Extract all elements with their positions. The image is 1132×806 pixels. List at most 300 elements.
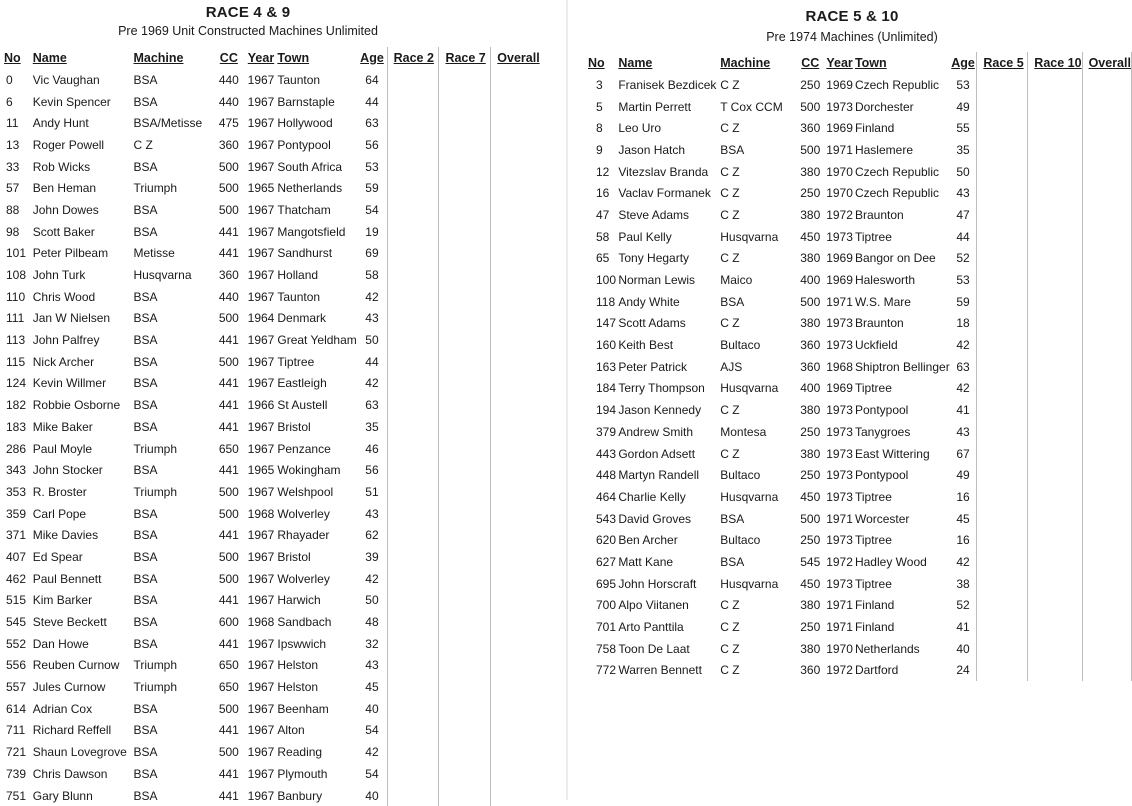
race-5-10-age: 49 xyxy=(956,468,970,483)
race-4-9-result-cell-race-2[interactable] xyxy=(387,264,439,286)
race-5-10-engine-cc: 500 xyxy=(800,142,821,157)
race-4-9-machine: BSA xyxy=(133,333,158,348)
race-4-9-result-cell-overall[interactable] xyxy=(491,69,562,91)
race-5-10-result-cell-race-10[interactable] xyxy=(1028,638,1082,660)
race-4-9-result-cell-race-2[interactable] xyxy=(387,221,439,243)
race-5-10-result-cell-race-10[interactable] xyxy=(1028,291,1082,313)
race-5-10-result-cell-race-10[interactable] xyxy=(1028,96,1082,118)
race-4-9-result-cell-race-2[interactable] xyxy=(387,351,439,373)
race-4-9-result-cell-overall[interactable] xyxy=(491,329,562,351)
race-5-10-year: 1968 xyxy=(826,359,853,374)
race-4-9-year: 1967 xyxy=(247,441,275,456)
race-4-9-result-cell-race-7[interactable] xyxy=(439,459,491,481)
race-4-9-rider-name: Shaun Lovegrove xyxy=(32,745,127,760)
race-4-9-entry-row xyxy=(4,112,562,134)
race-4-9-result-cell-overall[interactable] xyxy=(491,91,562,113)
race-5-10-town: Dorchester xyxy=(854,99,914,114)
race-5-10-result-cell-race-10[interactable] xyxy=(1028,182,1082,204)
race-5-10-result-cell-overall[interactable] xyxy=(1082,313,1131,335)
race-5-10-result-cell-overall[interactable] xyxy=(1082,486,1131,508)
race-4-9-result-cell-race-2[interactable] xyxy=(387,286,439,308)
race-4-9-engine-cc: 500 xyxy=(218,484,239,499)
race-4-9-result-cell-overall[interactable] xyxy=(491,373,562,395)
race-4-9-result-cell-race-7[interactable] xyxy=(439,698,491,720)
race-5-10-result-cell-race-5[interactable] xyxy=(977,161,1028,183)
race-4-9-age: 50 xyxy=(365,333,379,348)
race-4-9-result-cell-race-7[interactable] xyxy=(439,221,491,243)
race-5-10-result-cell-overall[interactable] xyxy=(1082,161,1131,183)
race-4-9-result-cell-overall[interactable] xyxy=(491,438,562,460)
race-5-10-result-cell-race-10[interactable] xyxy=(1028,269,1082,291)
race-4-9-result-cell-race-2[interactable] xyxy=(387,720,439,742)
race-4-9-result-cell-race-2[interactable] xyxy=(387,698,439,720)
race-5-10-result-cell-race-10[interactable] xyxy=(1028,139,1082,161)
race-5-10-rider-name: Paul Kelly xyxy=(618,229,672,244)
race-4-9-result-cell-overall[interactable] xyxy=(491,785,562,806)
race-4-9-result-cell-overall[interactable] xyxy=(491,524,562,546)
race-4-9-year: 1965 xyxy=(247,463,275,478)
race-4-9-year: 1967 xyxy=(247,636,275,651)
race-4-9-machine: Triumph xyxy=(133,441,178,456)
race-4-9-town: Holland xyxy=(277,268,319,283)
race-5-10-result-cell-race-5[interactable] xyxy=(977,529,1028,551)
race-5-10-machine: BSA xyxy=(720,554,745,569)
race-4-9-result-cell-overall[interactable] xyxy=(491,741,562,763)
race-4-9-result-cell-race-7[interactable] xyxy=(439,655,491,677)
race-4-9-result-cell-race-7[interactable] xyxy=(439,741,491,763)
race-4-9-entry-row xyxy=(4,459,562,481)
race-5-10-year: 1973 xyxy=(826,338,853,353)
race-4-9-result-cell-race-7[interactable] xyxy=(439,264,491,286)
race-4-9-result-cell-race-2[interactable] xyxy=(387,91,439,113)
race-4-9-entry-row xyxy=(4,308,562,330)
race-4-9-result-cell-race-2[interactable] xyxy=(387,199,439,221)
race-4-9-town: Beenham xyxy=(277,701,329,716)
race-4-9-rider-name: Mike Davies xyxy=(32,528,99,543)
race-5-10-result-cell-overall[interactable] xyxy=(1082,464,1131,486)
race-5-10-age: 41 xyxy=(956,403,970,418)
race-4-9-result-cell-overall[interactable] xyxy=(491,156,562,178)
race-4-9-rider-name: Scott Baker xyxy=(32,224,95,239)
race-4-9-result-cell-race-2[interactable] xyxy=(387,134,439,156)
race-4-9-result-cell-race-7[interactable] xyxy=(439,243,491,265)
race-4-9-machine: BSA xyxy=(133,463,158,478)
race-4-9-result-cell-race-7[interactable] xyxy=(439,91,491,113)
race-4-9-entry-row xyxy=(4,785,562,806)
race-5-10-town: Czech Republic xyxy=(854,186,940,201)
race-4-9-result-cell-overall[interactable] xyxy=(491,611,562,633)
race-4-9-result-cell-race-2[interactable] xyxy=(387,633,439,655)
race-4-9-rider-name: Steve Beckett xyxy=(32,615,107,630)
race-5-10-machine: C Z xyxy=(720,251,740,266)
race-5-10-result-cell-overall[interactable] xyxy=(1082,529,1131,551)
race-4-9-result-cell-race-7[interactable] xyxy=(439,676,491,698)
race-4-9-age: 54 xyxy=(365,202,379,217)
race-5-10-town: Tiptree xyxy=(854,576,892,591)
race-5-10-result-cell-race-5[interactable] xyxy=(977,226,1028,248)
race-4-9-result-cell-race-2[interactable] xyxy=(387,763,439,785)
race-5-10-result-cell-overall[interactable] xyxy=(1082,660,1131,682)
race-5-10-age: 47 xyxy=(956,207,970,222)
race-4-9-result-cell-race-2[interactable] xyxy=(387,655,439,677)
race-5-10-entry-row xyxy=(588,313,1132,335)
race-5-10-age: 24 xyxy=(956,663,970,678)
race-4-9-entry-row xyxy=(4,394,562,416)
race-5-10-machine: C Z xyxy=(720,446,740,461)
race-4-9-result-cell-race-2[interactable] xyxy=(387,481,439,503)
race-5-10-year: 1969 xyxy=(826,273,853,288)
race-4-9-result-cell-overall[interactable] xyxy=(491,221,562,243)
race-4-9-entry-row xyxy=(4,633,562,655)
race-4-9-machine: Triumph xyxy=(133,484,178,499)
race-5-10-town: Tiptree xyxy=(854,533,892,548)
race-5-10-result-cell-overall[interactable] xyxy=(1082,248,1131,270)
race-5-10-result-cell-overall[interactable] xyxy=(1082,378,1131,400)
race-5-10-result-cell-race-5[interactable] xyxy=(977,334,1028,356)
race-5-10-rider-name: Ben Archer xyxy=(618,533,678,548)
race-4-9-rider-number: 552 xyxy=(6,636,27,651)
race-4-9-result-cell-race-7[interactable] xyxy=(439,720,491,742)
race-5-10-result-cell-race-5[interactable] xyxy=(977,486,1028,508)
race-5-10-result-cell-race-10[interactable] xyxy=(1028,421,1082,443)
race-4-9-machine: BSA xyxy=(133,376,158,391)
race-4-9-engine-cc: 500 xyxy=(218,571,239,586)
race-4-9-year: 1967 xyxy=(247,528,275,543)
race-5-10-entry-row xyxy=(588,96,1132,118)
race-5-10-result-cell-race-5[interactable] xyxy=(977,378,1028,400)
race-5-10-engine-cc: 450 xyxy=(800,576,821,591)
race-4-9-entry-row xyxy=(4,590,562,612)
race-4-9-result-cell-race-2[interactable] xyxy=(387,611,439,633)
race-4-9-machine: BSA xyxy=(133,224,158,239)
race-5-10-header-cc: CC xyxy=(801,56,820,70)
race-4-9-result-cell-race-2[interactable] xyxy=(387,590,439,612)
race-5-10-machine: Husqvarna xyxy=(720,381,779,396)
race-5-10-result-cell-race-5[interactable] xyxy=(977,551,1028,573)
race-5-10-result-cell-race-5[interactable] xyxy=(977,595,1028,617)
race-5-10-year: 1972 xyxy=(826,554,853,569)
race-5-10-machine: C Z xyxy=(720,207,740,222)
race-5-10-result-cell-race-10[interactable] xyxy=(1028,313,1082,335)
race-4-9-entry-row xyxy=(4,351,562,373)
race-4-9-result-cell-race-7[interactable] xyxy=(439,177,491,199)
race-4-9-age: 56 xyxy=(365,137,379,152)
race-5-10-result-cell-race-5[interactable] xyxy=(977,248,1028,270)
race-5-10-result-cell-race-5[interactable] xyxy=(977,313,1028,335)
race-4-9-result-cell-race-7[interactable] xyxy=(439,156,491,178)
race-5-10-result-cell-overall[interactable] xyxy=(1082,356,1131,378)
race-5-10-engine-cc: 450 xyxy=(800,489,821,504)
race-4-9-town: Denmark xyxy=(277,311,327,326)
race-5-10-rider-name: John Horscraft xyxy=(618,576,697,591)
race-5-10-header-overall: Overall xyxy=(1082,52,1131,74)
race-4-9-result-cell-race-7[interactable] xyxy=(439,503,491,525)
race-4-9-result-cell-race-7[interactable] xyxy=(439,785,491,806)
race-4-9-rider-name: Jan W Nielsen xyxy=(32,311,111,326)
race-4-9-result-cell-race-2[interactable] xyxy=(387,373,439,395)
race-4-9-machine: BSA xyxy=(133,788,158,803)
race-4-9-result-cell-race-7[interactable] xyxy=(439,568,491,590)
race-5-10-result-cell-race-5[interactable] xyxy=(977,638,1028,660)
race-5-10-result-cell-race-10[interactable] xyxy=(1028,443,1082,465)
race-4-9-result-cell-race-2[interactable] xyxy=(387,112,439,134)
race-5-10-age: 38 xyxy=(956,576,970,591)
race-5-10-result-cell-overall[interactable] xyxy=(1082,226,1131,248)
race-5-10-result-cell-race-10[interactable] xyxy=(1028,334,1082,356)
race-4-9-result-cell-overall[interactable] xyxy=(491,763,562,785)
race-4-9-rider-number: 721 xyxy=(6,745,27,760)
race-5-10-machine: T Cox CCM xyxy=(720,99,783,114)
race-4-9-age: 62 xyxy=(365,528,379,543)
race-5-10-result-cell-race-10[interactable] xyxy=(1028,660,1082,682)
race-4-9-result-cell-overall[interactable] xyxy=(491,503,562,525)
race-5-10-result-cell-race-10[interactable] xyxy=(1028,204,1082,226)
race-5-10-result-cell-race-10[interactable] xyxy=(1028,464,1082,486)
race-5-10-result-cell-race-5[interactable] xyxy=(977,117,1028,139)
race-5-10-result-cell-race-10[interactable] xyxy=(1028,378,1082,400)
race-5-10-result-cell-overall[interactable] xyxy=(1082,291,1131,313)
race-5-10-age: 49 xyxy=(956,99,970,114)
race-4-9-year: 1967 xyxy=(247,701,275,716)
race-5-10-result-cell-overall[interactable] xyxy=(1082,508,1131,530)
race-4-9-year: 1967 xyxy=(247,419,275,434)
race-5-10-result-cell-race-10[interactable] xyxy=(1028,551,1082,573)
race-4-9-rider-number: 183 xyxy=(6,419,27,434)
race-4-9-result-cell-race-7[interactable] xyxy=(439,481,491,503)
race-5-10-engine-cc: 500 xyxy=(800,511,821,526)
race-5-10-engine-cc: 360 xyxy=(800,663,821,678)
race-5-10-result-cell-race-5[interactable] xyxy=(977,182,1028,204)
race-4-9-result-cell-overall[interactable] xyxy=(491,655,562,677)
race-4-9-result-cell-overall[interactable] xyxy=(491,199,562,221)
race-4-9-age: 51 xyxy=(365,484,379,499)
race-5-10-result-cell-overall[interactable] xyxy=(1082,638,1131,660)
race-5-10-result-cell-race-5[interactable] xyxy=(977,508,1028,530)
race-5-10-result-cell-overall[interactable] xyxy=(1082,573,1131,595)
race-4-9-result-cell-race-2[interactable] xyxy=(387,676,439,698)
race-4-9-result-cell-race-7[interactable] xyxy=(439,633,491,655)
race-5-10-result-cell-race-5[interactable] xyxy=(977,616,1028,638)
race-4-9-result-cell-overall[interactable] xyxy=(491,351,562,373)
race-5-10-result-cell-race-5[interactable] xyxy=(977,399,1028,421)
race-4-9-rider-number: 115 xyxy=(6,354,26,369)
race-5-10-result-cell-overall[interactable] xyxy=(1082,269,1131,291)
race-4-9-result-cell-race-7[interactable] xyxy=(439,438,491,460)
race-4-9-result-cell-race-7[interactable] xyxy=(439,351,491,373)
race-5-10-result-cell-overall[interactable] xyxy=(1082,334,1131,356)
race-4-9-machine: Triumph xyxy=(133,680,178,695)
race-5-10-entry-row xyxy=(588,421,1132,443)
race-4-9-result-cell-race-2[interactable] xyxy=(387,243,439,265)
race-5-10-result-cell-race-5[interactable] xyxy=(977,443,1028,465)
race-4-9-town: Pontypool xyxy=(277,137,331,152)
race-4-9-engine-cc: 441 xyxy=(218,766,239,781)
race-4-9-year: 1967 xyxy=(247,680,275,695)
race-4-9-result-cell-overall[interactable] xyxy=(491,416,562,438)
race-5-10-result-cell-race-10[interactable] xyxy=(1028,595,1082,617)
race-5-10-result-cell-race-5[interactable] xyxy=(977,660,1028,682)
race-4-9-result-cell-race-7[interactable] xyxy=(439,763,491,785)
race-5-10-result-cell-race-10[interactable] xyxy=(1028,616,1082,638)
race-4-9-result-cell-race-7[interactable] xyxy=(439,329,491,351)
race-4-9-result-cell-race-2[interactable] xyxy=(387,177,439,199)
race-5-10-result-cell-overall[interactable] xyxy=(1082,399,1131,421)
race-5-10-result-cell-overall[interactable] xyxy=(1082,117,1131,139)
race-4-9-engine-cc: 475 xyxy=(218,116,239,131)
race-4-9-age: 59 xyxy=(365,181,379,196)
race-5-10-result-cell-race-5[interactable] xyxy=(977,291,1028,313)
race-4-9-result-cell-overall[interactable] xyxy=(491,243,562,265)
race-5-10-year: 1970 xyxy=(826,164,853,179)
race-4-9-age: 54 xyxy=(365,723,379,738)
race-5-10-header-no: No xyxy=(588,56,605,70)
race-5-10-result-cell-race-5[interactable] xyxy=(977,356,1028,378)
race-5-10-entry-row xyxy=(588,573,1132,595)
race-5-10-header-machine: Machine xyxy=(720,56,771,70)
race-4-9-age: 44 xyxy=(365,94,379,109)
race-5-10-result-cell-race-10[interactable] xyxy=(1028,356,1082,378)
race-4-9-entry-row xyxy=(4,69,562,91)
race-5-10-result-cell-overall[interactable] xyxy=(1082,421,1131,443)
race-5-10-result-cell-overall[interactable] xyxy=(1082,204,1131,226)
race-4-9-result-cell-overall[interactable] xyxy=(491,633,562,655)
race-4-9-result-cell-race-7[interactable] xyxy=(439,611,491,633)
race-4-9-result-cell-race-2[interactable] xyxy=(387,438,439,460)
race-5-10-result-cell-overall[interactable] xyxy=(1082,182,1131,204)
race-5-10-machine: C Z xyxy=(720,164,740,179)
race-4-9-result-cell-race-7[interactable] xyxy=(439,416,491,438)
race-5-10-age: 55 xyxy=(956,121,970,136)
race-5-10-result-cell-race-5[interactable] xyxy=(977,573,1028,595)
race-4-9-result-cell-race-2[interactable] xyxy=(387,503,439,525)
race-5-10-entry-row xyxy=(588,529,1132,551)
race-4-9-engine-cc: 650 xyxy=(218,658,239,673)
race-5-10-result-cell-race-5[interactable] xyxy=(977,204,1028,226)
race-4-9-result-cell-race-7[interactable] xyxy=(439,199,491,221)
race-4-9-result-cell-overall[interactable] xyxy=(491,698,562,720)
race-4-9-result-cell-overall[interactable] xyxy=(491,546,562,568)
race-4-9-result-cell-race-2[interactable] xyxy=(387,568,439,590)
race-5-10-result-cell-race-5[interactable] xyxy=(977,464,1028,486)
race-5-10-result-cell-race-10[interactable] xyxy=(1028,486,1082,508)
race-4-9-result-cell-race-7[interactable] xyxy=(439,286,491,308)
race-5-10-result-cell-race-5[interactable] xyxy=(977,139,1028,161)
race-4-9-result-cell-overall[interactable] xyxy=(491,286,562,308)
race-5-10-machine: Husqvarna xyxy=(720,489,779,504)
race-5-10-result-cell-race-10[interactable] xyxy=(1028,74,1082,96)
race-4-9-result-cell-race-2[interactable] xyxy=(387,156,439,178)
race-5-10-result-cell-race-5[interactable] xyxy=(977,269,1028,291)
race-4-9-result-cell-overall[interactable] xyxy=(491,134,562,156)
race-4-9-rider-name: Rob Wicks xyxy=(32,159,91,174)
race-4-9-entry-row xyxy=(4,546,562,568)
race-4-9-result-cell-overall[interactable] xyxy=(491,394,562,416)
race-4-9-result-cell-race-2[interactable] xyxy=(387,546,439,568)
race-4-9-town: Mangotsfield xyxy=(277,224,346,239)
race-4-9-result-cell-overall[interactable] xyxy=(491,264,562,286)
race-4-9-result-cell-race-2[interactable] xyxy=(387,416,439,438)
race-4-9-rider-number: 57 xyxy=(6,181,20,196)
race-5-10-result-cell-race-5[interactable] xyxy=(977,96,1028,118)
race-4-9-result-cell-overall[interactable] xyxy=(491,568,562,590)
race-4-9-result-cell-race-7[interactable] xyxy=(439,69,491,91)
race-4-9-town: Sandhurst xyxy=(277,246,333,261)
race-4-9-engine-cc: 441 xyxy=(218,636,239,651)
race-4-9-result-cell-race-2[interactable] xyxy=(387,524,439,546)
race-4-9-result-cell-race-7[interactable] xyxy=(439,590,491,612)
race-4-9-subtitle: Pre 1969 Unit Constructed Machines Unlimited xyxy=(118,24,378,38)
race-5-10-result-cell-overall[interactable] xyxy=(1082,616,1131,638)
race-4-9-result-cell-race-2[interactable] xyxy=(387,785,439,806)
race-5-10-result-cell-overall[interactable] xyxy=(1082,96,1131,118)
race-5-10-result-cell-race-10[interactable] xyxy=(1028,161,1082,183)
race-4-9-machine: BSA/Metisse xyxy=(133,116,203,131)
race-4-9-result-cell-overall[interactable] xyxy=(491,112,562,134)
race-5-10-engine-cc: 545 xyxy=(800,554,821,569)
race-4-9-rider-name: Reuben Curnow xyxy=(32,658,120,673)
race-4-9-result-cell-overall[interactable] xyxy=(491,308,562,330)
race-4-9-result-cell-race-7[interactable] xyxy=(439,308,491,330)
race-4-9-result-cell-race-7[interactable] xyxy=(439,373,491,395)
race-5-10-result-cell-overall[interactable] xyxy=(1082,551,1131,573)
race-5-10-result-cell-overall[interactable] xyxy=(1082,139,1131,161)
race-4-9-result-cell-race-7[interactable] xyxy=(439,524,491,546)
race-4-9-result-cell-race-7[interactable] xyxy=(439,394,491,416)
race-5-10-result-cell-overall[interactable] xyxy=(1082,595,1131,617)
race-5-10-town: Bangor on Dee xyxy=(854,251,936,266)
race-4-9-result-cell-race-2[interactable] xyxy=(387,459,439,481)
race-5-10-year: 1971 xyxy=(826,294,853,309)
race-5-10-result-cell-race-5[interactable] xyxy=(977,421,1028,443)
race-4-9-result-cell-race-2[interactable] xyxy=(387,394,439,416)
race-4-9-result-cell-overall[interactable] xyxy=(491,177,562,199)
race-5-10-result-cell-race-5[interactable] xyxy=(977,74,1028,96)
race-4-9-result-cell-overall[interactable] xyxy=(491,720,562,742)
race-4-9-result-cell-race-2[interactable] xyxy=(387,308,439,330)
race-4-9-rider-name: Kevin Willmer xyxy=(32,376,107,391)
race-4-9-result-cell-race-7[interactable] xyxy=(439,112,491,134)
race-5-10-result-cell-race-10[interactable] xyxy=(1028,399,1082,421)
race-4-9-result-cell-overall[interactable] xyxy=(491,459,562,481)
race-4-9-rider-number: 353 xyxy=(6,484,27,499)
race-4-9-result-cell-overall[interactable] xyxy=(491,481,562,503)
race-4-9-result-cell-race-2[interactable] xyxy=(387,329,439,351)
race-4-9-rider-name: John Stocker xyxy=(32,463,103,478)
race-5-10-result-cell-race-10[interactable] xyxy=(1028,508,1082,530)
race-5-10-result-cell-race-10[interactable] xyxy=(1028,529,1082,551)
race-4-9-result-cell-overall[interactable] xyxy=(491,676,562,698)
race-5-10-result-cell-race-10[interactable] xyxy=(1028,117,1082,139)
race-5-10-result-cell-overall[interactable] xyxy=(1082,74,1131,96)
race-4-9-engine-cc: 440 xyxy=(218,289,239,304)
race-4-9-rider-number: 711 xyxy=(6,723,26,738)
race-4-9-result-cell-race-7[interactable] xyxy=(439,546,491,568)
race-4-9-result-cell-race-7[interactable] xyxy=(439,134,491,156)
race-5-10-engine-cc: 500 xyxy=(800,99,821,114)
race-5-10-result-cell-race-10[interactable] xyxy=(1028,226,1082,248)
race-5-10-result-cell-race-10[interactable] xyxy=(1028,248,1082,270)
race-5-10-rider-number: 448 xyxy=(596,468,617,483)
race-4-9-result-cell-race-2[interactable] xyxy=(387,69,439,91)
race-4-9-machine: Metisse xyxy=(133,246,175,261)
race-5-10-result-cell-race-10[interactable] xyxy=(1028,573,1082,595)
race-5-10-year: 1973 xyxy=(826,403,853,418)
race-4-9-rider-number: 343 xyxy=(6,463,27,478)
race-4-9-result-cell-overall[interactable] xyxy=(491,590,562,612)
race-4-9-result-cell-race-2[interactable] xyxy=(387,741,439,763)
race-5-10-result-cell-overall[interactable] xyxy=(1082,443,1131,465)
race-4-9-header-name: Name xyxy=(32,51,67,65)
